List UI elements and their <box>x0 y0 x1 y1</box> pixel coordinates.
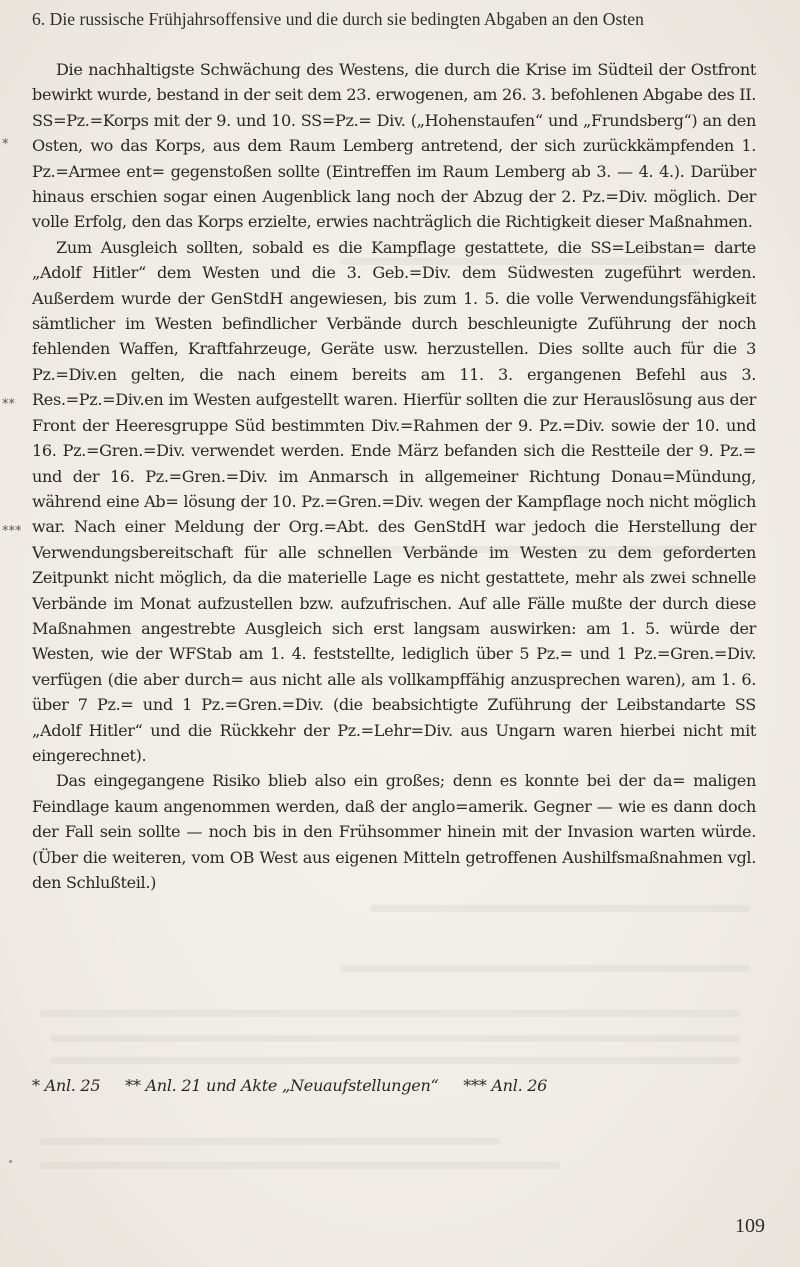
paragraph-2: Zum Ausgleich sollten, sobald es die Kampflage gestattete, die SS=Leibstan= darte „Adolf Hitler“ dem Westen und die 3. Geb.=Div. dem Südwesten zugeführt werden. Außerdem wurde der GenStdH angewiesen, bis zum 1. 5. die volle Verwendungsfähigkeit sämtlicher im Westen befindlicher Verbände durch beschleunigte Zuführung der noch fehlenden Waffen, Kraftfahrzeuge, Geräte usw. herzustellen. Dies sollte auch für die 3 Pz.=Div.en gelten, die nach einem bereits am 11. 3. ergangenen Befehl aus 3. Res.=Pz.=Div.en im Westen aufgestellt waren. Hierfür sollten die zur Herauslösung aus der Front der Heeresgruppe Süd bestimmten Div.=Rahmen der 9. Pz.=Div. sowie der 10. und 16. Pz.=Gren.=Div. verwendet werden. Ende März befanden sich die Restteile der 9. Pz.= und der 16. Pz.=Gren.=Div. im Anmarsch in allgemeiner Richtung Donau=Mündung, während eine Ab= lösung der 10. Pz.=Gren.=Div. wegen der Kampflage noch nicht möglich war. Nach einer Meldung der Org.=Abt. des GenStdH war jedoch die Herstellung der Verwendungsbereitschaft für alle schnellen Verbände im Westen zu dem geforderten Zeitpunkt nicht möglich, da die materielle Lage es nicht gestattete, mehr als zwei schnelle Verbände im Monat aufzustellen bzw. aufzufrischen. Auf alle Fälle mußte der durch diese Maßnahmen angestrebte Ausgleich sich erst langsam auswirken: am 1. 5. würde der Westen, wie der WFStab am 1. 4. feststellte, lediglich über 5 Pz.= und 1 Pz.=Gren.=Div. verfügen (die aber durch= aus nicht alle als vollkampffähig anzusprechen waren), am 1. 6. über 7 Pz.= und 1 Pz.=Gren.=Div. (die beabsichtigte Zuführung der Leibstandarte SS „Adolf Hitler“ und die Rückkehr der Pz.=Lehr=Div. aus Ungarn waren hierbei nicht mit eingerechnet). <box>32 237 756 765</box>
paragraph-1: Die nachhaltigste Schwächung des Westens, die durch die Krise im Südteil der Ostfront bewirkt wurde, bestand in der seit dem 23. erwogenen, am 26. 3. befohlenen Abgabe des II. SS=Pz.=Korps mit der 9. und 10. SS=Pz.= Div. („Hohenstaufen“ und „Frundsberg“) an den Osten, wo das Korps, aus dem Raum Lemberg antretend, der sich zurückkämpfenden 1. Pz.=Armee ent= gegenstoßen sollte (Eintreffen im Raum Lemberg ab 3. — 4. 4.). Darüber hinaus erschien sogar einen Augenblick lang noch der Abzug der 2. Pz.=Div. möglich. Der volle Erfolg, den das Korps erzielte, erwies nachträglich die Richtigkeit dieser Maßnahmen. <box>32 60 756 232</box>
footnote-1: * Anl. 25 <box>32 1076 101 1095</box>
page-number: 109 <box>735 1215 765 1237</box>
running-head: 6. Die russische Frühjahrsoffensive und die durch sie bedingten Abgaben an den Osten <box>32 9 644 29</box>
footnotes <box>32 1076 756 1095</box>
margin-mark-2: ** <box>2 397 15 412</box>
footnote-3: *** Anl. 26 <box>463 1076 548 1095</box>
footnote-2: ** Anl. 21 und Akte „Neuaufstellungen“ <box>125 1076 439 1095</box>
margin-mark-1: * <box>2 137 9 152</box>
body-text <box>32 57 756 895</box>
paper-speck <box>9 1160 12 1163</box>
paragraph-3: Das eingegangene Risiko blieb also ein großes; denn es konnte bei der da= maligen Feindlage kaum angenommen werden, daß der anglo=amerik. Gegner — wie es dann doch der Fall sein sollte — noch bis in den Frühsommer hinein mit der Invasion warten würde. (Über die weiteren, vom OB West aus eigenen Mitteln getroffenen Aushilfsmaßnahmen vgl. den Schlußteil.) <box>32 771 756 892</box>
margin-mark-3: *** <box>2 524 22 539</box>
